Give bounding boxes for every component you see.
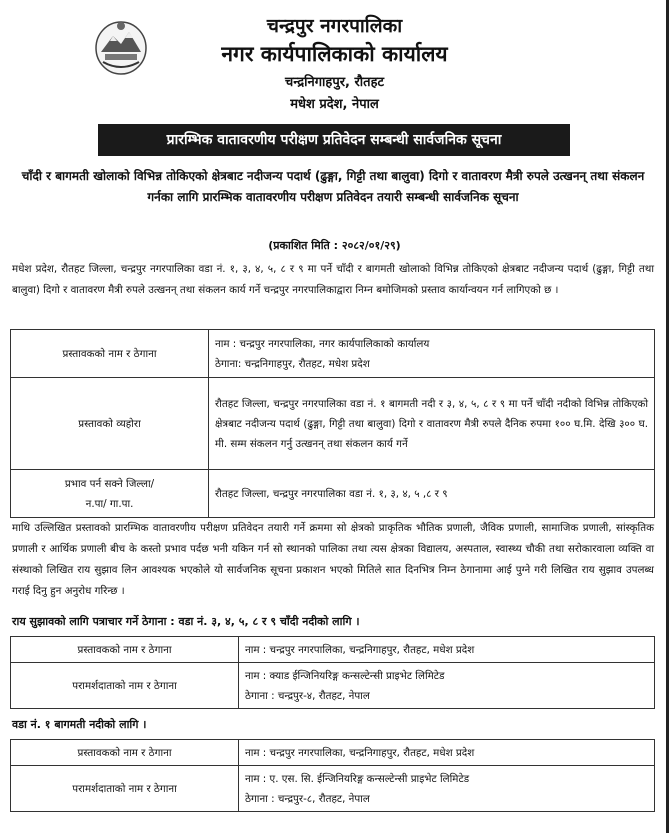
table-row	[11, 378, 655, 470]
section1-table	[10, 636, 655, 709]
affected-area-label	[11, 470, 209, 518]
s1-consultant-name: नाम : क्याड ईन्जिनियरिङ्ग कन्सल्टेन्सी प्राइभेट लिमिटेड	[245, 669, 445, 682]
s2-consultant-value	[239, 766, 655, 812]
table-row	[11, 330, 655, 378]
affected-area-label-line-1: प्रभाव पर्न सक्ने जिल्ला/	[64, 477, 155, 490]
table-row	[11, 637, 655, 663]
proposer-address: ठेगाना: चन्द्रनिगाहपुर, रौतहट, मधेश प्रदेश	[215, 357, 370, 370]
s1-consultant-value	[239, 663, 655, 709]
affected-area-value: रौतहट जिल्ला, चन्द्रपुर नगरपालिका वडा नं. १, ३, ४, ५ ,८ र ९	[209, 470, 655, 518]
table-row	[11, 663, 655, 709]
section2-heading: वडा नं. १ बागमती नदीको लागि ।	[12, 718, 147, 731]
body-paragraph: माथि उल्लिखित प्रस्तावको प्रारम्भिक वातावरणीय परीक्षण प्रतिवेदन तयारी गर्ने क्रममा सो क्षेत्रको प्राकृतिक भौतिक प्रणाली, जैविक प्रणाली, सामाजिक प्रणाली, सांस्कृतिक प्रणाली र आर्थिक प्रणाली बीच के कस्तो प्रभाव पर्दछ भनी यकिन गर्न सो स्थानको पालिका तथा त्यस क्षेत्रका विद्यालय, अस्पताल, स्वास्थ्य चौकी तथा सरोकारवाला व्यक्ति वा संस्थाको लिखित राय सुझाव लिन आवश्यक भएकोले यो सार्वजनिक सूचना प्रकाशन भएको मितिले सात दिनभित्र निम्न ठेगानामा आई पुग्ने गरी लिखित राय सुझाव उपलब्ध गराई दिनु हुन अनुरोध गरिन्छ ।	[12, 522, 654, 597]
address-line-1: चन्द्रनिगाहपुर, रौतहट	[284, 75, 385, 90]
table-row	[11, 766, 655, 812]
proposal-table	[10, 329, 655, 518]
proposal-description-label: प्रस्तावको व्यहोरा	[11, 378, 209, 470]
proposer-value	[209, 330, 655, 378]
municipality-name: चन्द्रपुर नगरपालिका	[266, 15, 403, 37]
s1-consultant-address: ठेगाना : चन्द्रपुर-४, रौतहट, नेपाल	[245, 689, 370, 702]
address-line-2: मधेश प्रदेश, नेपाल	[290, 97, 379, 112]
section1-heading: राय सुझावको लागि पत्राचार गर्ने ठेगाना : वडा नं. ३, ४, ५, ८ र ९ चाँदी नदीको लागि ।	[12, 615, 360, 628]
s2-consultant-address: ठेगाना : चन्द्रपुर-८, रौतहट, नेपाल	[245, 792, 370, 805]
s1-proposer-value: नाम : चन्द्रपुर नगरपालिका, चन्द्रनिगाहपुर, रौतहट, मधेश प्रदेश	[239, 637, 655, 663]
proposer-name: नाम : चन्द्रपुर नगरपालिका, नगर कार्यपालिकाको कार्यालय	[215, 337, 430, 350]
table-row	[11, 740, 655, 766]
section2-table	[10, 739, 655, 812]
s1-consultant-label: परामर्शदाताको नाम र ठेगाना	[11, 663, 239, 709]
s2-consultant-name: नाम : ए. एस. सि. ईन्जिनियरिङ्ग कन्सल्टेन्सी प्राइभेट लिमिटेड	[245, 772, 470, 785]
notice-subtitle: चाँदी र बागमती खोलाको विभिन्न तोकिएको क्षेत्रबाट नदीजन्य पदार्थ (ढुङ्गा, गिट्टी तथा बालुवा) दिगो र वातावरण मैत्री रुपले उत्खनन् तथा संकलन गर्नका लागि प्रारम्भिक वातावरणीय परीक्षण प्रतिवेदन तयारी सम्बन्धी सार्वजनिक सूचना	[21, 169, 645, 204]
s2-proposer-label: प्रस्तावकको नाम र ठेगाना	[11, 740, 239, 766]
published-date: (प्रकाशित मिति : २०८२/०१/२९)	[268, 239, 401, 252]
s2-consultant-label: परामर्शदाताको नाम र ठेगाना	[11, 766, 239, 812]
table-row	[11, 470, 655, 518]
intro-paragraph: मधेश प्रदेश, रौतहट जिल्ला, चन्द्रपुर नगरपालिका वडा नं. १, ३, ४, ५, ८ र ९ मा पर्ने चाँदी र बागमती खोलाको विभिन्न तोकिएको क्षेत्रबाट नदीजन्य पदार्थ (ढुङ्गा, गिट्टी तथा बालुवा) दिगो र वातावरण मैत्री रुपले उत्खनन् तथा संकलन कार्य गर्ने चन्द्रपुर नगरपालिकाद्वारा निम्न बमोजिमको प्रस्ताव कार्यान्वयन गर्न लागिएको छ ।	[12, 263, 654, 296]
proposer-label: प्रस्तावकको नाम र ठेगाना	[11, 330, 209, 378]
proposal-description-value: रौतहट जिल्ला, चन्द्रपुर नगरपालिका वडा नं. १ बागमती नदी र ३, ४, ५, ८ र ९ मा पर्ने चाँदी नदीको विभिन्न तोकिएको क्षेत्रबाट नदीजन्य पदार्थ (ढुङ्गा, गिट्टी तथा बालुवा) दिगो र वातावरण मैत्री रुपले दैनिक रुपमा १०० घ.मि. देखि ३०० घ. मी. सम्म संकलन गर्नु उत्खनन् तथा संकलन कार्य गर्ने	[209, 378, 655, 470]
notice-title-banner: प्रारम्भिक वातावरणीय परीक्षण प्रतिवेदन सम्बन्धी सार्वजनिक सूचना	[98, 124, 570, 156]
office-name: नगर कार्यपालिकाको कार्यालय	[221, 42, 448, 66]
s2-proposer-value: नाम : चन्द्रपुर नगरपालिका, चन्द्रनिगाहपुर, रौतहट, मधेश प्रदेश	[239, 740, 655, 766]
affected-area-label-line-2: न.पा/ गा.पा.	[85, 497, 134, 510]
s1-proposer-label: प्रस्तावकको नाम र ठेगाना	[11, 637, 239, 663]
